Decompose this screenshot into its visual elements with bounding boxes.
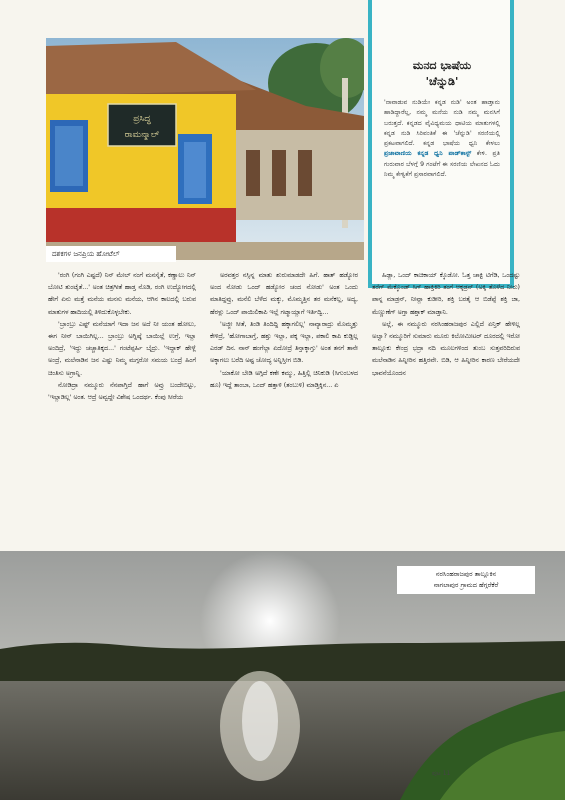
podcast-highlight: ಪ್ರಜಾವಾಣಿಯ ಕನ್ನಡ ಧ್ವನಿ ಪಾಡ್‌ಕಾಸ್ಟ್	[384, 150, 472, 158]
lake-caption-line1: ನರಸಿಂಹರಾಜಪುರ ತಾಲ್ಲೂಕಿನ	[435, 570, 497, 578]
page-number: ಪುಟ 11	[432, 770, 451, 777]
article-column-1	[48, 270, 196, 530]
hotel-photo-caption: ದಶಕಗಳ ಜನಪ್ರಿಯ ಹೋಟೆಲ್	[46, 246, 176, 262]
paragraph: ಹಿಡ್ಲಾ, ಒಂದ್ ಕಾಚಿಕಾಯ್ ಕ್ಕೊಡೋ. ಓತ್ತ ಚಾಕ್ಟಿ ಟಿಗೆಡಿ, ಒಂದಷ್ಟು ತರೆಗ್ ಮೆಕ್ಕೊಂಡ್ ಸಿಗ್ ಹಾಕ್ತಿಕಿರಿ ತಂಗೆ ಆಕ್ಕಡ್ರನ್ (ಅಕ್ಕಿ ತೊಳೆದ ನೀರು) ಪಾನ್ನ ಮಾಡ್ರನ್, ನೀವ್ಲಾ ಕುಡೀರಿ, ಶಕ್ತಿ ಬರತೈ ಆ ಬಿಡೆಪ್ಪೆ ಶಕ್ತಿ ಜಾ, ಮೆಣ್ಣುಣೆಗ್ ಅಗ್ತಾ ಹಶ್ತಾಕ್ ಮಾಡ್ತಾನಿ.	[372, 272, 520, 316]
sidebar-body	[384, 98, 500, 180]
sign-line1: ಪ್ರಸಿದ್ಧ	[133, 114, 151, 124]
paragraph: ನೋಡಿದ್ರಾ ನಮ್ಮೂರು ನೆನಪಾಗ್ತಿದೆ ಹಾಗೆ ಅವ್ರು ಬಂದೇಬಿಟ್ಟು, 'ಇಲ್ಲಾಡಿಲ್ಲ' ಅಂತ. ಆದ್ರೆ ಅವ್ವದ್ದೇ ವಿಶೇಷ ಒಂದರ್ಥ. ಕೆಂಪು ಸೀರೆಯ	[48, 381, 196, 402]
lake-caption-line2: ನಾಗಲಾಪುರ ಗ್ರಾಮದ ಹೆಗ್ಗರೆಕೆರೆ	[433, 581, 499, 589]
paragraph: 'ಯಾಕೋ ಬೇಡಿ ಅಗ್ಗಿದೆ ಕಣೇ ಕಮ್ಮು, ಹಿತ್ತಿಲ್ಲಿ ಚಿನಿಕುಡಿ (ಸಿಗುಂಬಳದ ಹೂ) ಇದ್ದೆ ತಾಂಬಾ, ಒಂದ್ ಹತ್ತಾಳಿ (ತಂಬುಳಿ) ಮಾಡ್ತಿಕ್ಕಿನ... ಏ	[210, 369, 358, 389]
sidebar-body-before: 'ನಾವಾಡುವ ನುಡಿಯೇ ಕನ್ನಡ ನುಡಿ' ಅಂತ ಹಾಡ್ತಾನು ಹಾಡಿದ್ದಾರೆಲ್ಲ, ನಮ್ಮ ಮನೆಯ ನುಡಿ ನಮ್ಮ ಮನಸಿಗೆ ಬರುತ್ತದೆ. ಕನ್ನಡದ ವೈವಿಧ್ಯಮಯ ಧಾಟಿಯ ಮಾತುಗಳಲ್ಲಿ ಕನ್ನಡ ನುಡಿ ಸಿರಿವಂತಿಕೆ ಈ 'ಚೆನ್ನುಡಿ' ಸರಣಿಯಲ್ಲಿ ಪ್ರಕಟವಾಗಲಿದೆ. ಕನ್ನಡ ಭಾಷೆಯ ಧ್ವನಿ ಕೇಳಲು	[384, 99, 500, 148]
article-column-3	[372, 270, 520, 530]
paragraph: 'ಅಜ್ಜೀ ಸೀತೆ, ತಿಂಡಿ ತಿಂದಿದ್ದಿ ಹಕ್ಕಾಗಲಿಲ್ಲ' ನಾವ್ಯಾರಾದ್ರು ಮೊಮ್ಮತ್ತು ಕೇಳಿದ್ರೆ, 'ಹೋಗಾಬಾಗ್ತೆ, ಹಶ್ತು ಇಲ್ಲಾ, ಪಕ್ಕ ಇಲ್ಲಾ, ಪಕಾಲಿ ಕಾಪಿ ಕುಡ್ದಿಲ್ಲ ಎರಡ್ ದಿನ. ನಾನ್ ಹಂಗೆಲ್ಲಾ ಏದೋದ್ರೆ ತಿನ್ತಾಕ್ಕಾಗ್ತು' ಅಂತ ತನಗೆ ತಾನೇ ಅಕ್ಕಾಗಲು ಬರೆದಿ ಅಷ್ಟ ಚೋದ್ಯ ಅನ್ನಿಸ್ತೀಗ ಬಿಡಿ.	[210, 320, 358, 365]
article-body	[48, 270, 520, 530]
sidebar-title-line1: ಮನದ ಭಾಷೆಯ	[412, 59, 472, 72]
paragraph: ಅಲ್ಲೆ, ಈ ನಮ್ಮೂರು ನರಸಿಂಹರಾಜಪುರ ಎಲ್ಲಿದೆ ಏನ್ತಿಕ್ ಹೇಳಿಲ್ಲ ಅಲ್ವಾ? ನಮ್ಮೂರಿಗೆ ಸುಮಾರು ಮೂರು ಕಿಲೋಮೀಟರ್ ದೂರದಲ್ಲಿ ಇರೋ ತಾಲ್ಲೂಕು ಕೇಂದ್ರ ಭದ್ರಾ ನದಿ ಮೂಲಗಳಿಂದ ತುಂಬ ಸುತ್ತವರಿದಿರುವ ಮಲೆನಾಡಿನ ಹಿನ್ನೀರಿನ ಹತ್ತಿರವೇ. ಬಿಡಿ, ಆ ಹಿನ್ನೀರಿನ ಕಾರಣ ಬೇರೆಯದೇ ಭಾವನೆಯೊಂದನ	[372, 320, 520, 377]
sidebar-box	[368, 0, 514, 288]
article-column-2	[210, 270, 358, 530]
lake-photo-caption	[397, 566, 535, 594]
sidebar-title-line2: 'ಚೆನ್ನುಡಿ'	[425, 75, 459, 88]
sign-line2: ರಾಮನ್ಮಾಲ್	[124, 130, 160, 140]
sidebar-body-after: ಕೇಳಿ. ಪ್ರತಿ ಗುರುವಾರ ಬೆಳಗ್ಗೆ 9 ಗಂಟೆಗೆ ಈ ಸರಣಿಯ ಲೇಖನದ ಓದು ನಿಮ್ಮ ಕೇಳ್ವಿಕೆಗೆ ಪ್ರಸಾರವಾಗಲಿದೆ.	[384, 150, 501, 179]
hotel-photo-illustration	[46, 38, 364, 260]
paragraph: 'ರಂಗಿ (ಗಂಗಿ ಎಷ್ಟದೆ) ನಿನ್ ಮೇಲ್ ನಂಗೆ ಮನಸೈತೆ, ಕಣ್ಣಾಲು ನಿನ್ ಬೋಟಿ ತುಂಟೈತೆ...' ಅಂತ ಚಿತ್ರಗೀತೆ ಹಾಡ್ತ ನೊಡಿ, ರಂಗಿ ಉದ್ಯೋಗದಲ್ಲಿ ಹೇಗೆ ಏನು ಮತ್ತೆ ಮನೆಯ ಮನಸು ಮನೆಯ, ಆಗಿನ ಕಾಲದಲ್ಲಿ ಬರುವ ಮಾತುಗಳ ಹಾದಿಯಲ್ಲಿ ತಿಳಿದುಕೊಳ್ಳಬೇಕು.	[48, 272, 196, 316]
paragraph: 'ಬ್ರಾಂಬ್ರು ಎಷ್ಟ್ ಮನೆಯಾಗೆ ಇದಾ ಜನ ಅದೆ ನೀ ಯಂತ ಹೋಲು, ಈಗ ನೀನ್ ಬಾಯಿಗಿಲ್ಲ... ಬ್ರಾಂಬ್ರು ಅಗ್ನಿಷ್ಕೆ ಬಾಯಿಲ್ಲೆ ಉಗ್ರೆ, ಇಲ್ಲಾ ಅಂದಿದ್ರೆ, 'ಇದ್ದು ಚಚ್ಚಾತಿಕ್ಕದ...' ಗಂಟೆಪ್ಪರ್ಹಿ ಬೈದ್ರು. 'ಇದ್ದಾಕ್ ಹೇಳ್ಲೆ ಅಂದ್ರೆ, ಮಲೆನಾಡಿನ ಜನ ಎಷ್ಟು ನಿಮ್ಮ ಮಗ್ಗರೋ ಸಮಯ ಬಂದ್ರೆ ಹಿಂಗೆ ಚಿಂತಿಸು ಅಗ್ರಾನ್ನಿ.	[48, 320, 196, 377]
hotel-photo	[46, 38, 364, 260]
paragraph: ಅರವತ್ತರ ನಸ್ಸಿನ್ನ ಮಾತು ಶುರುಮಾಡದೇ ಹಿಗೆ. ಹಾತ್ ಹಡ್ಯೋರ ಅಂದ ನೋಡು ಒಂದ್ ಹಡ್ಯೋರ ಚಂದ ನೋಡು' ಅಂತ ಒಂದು ಮಾತಿದ್ದವ್ರು, ಮನೆಲಿ ಬೆಳೆದ ಮಕ್ಕು, ಮೊಮ್ಮತ್ತಿನ ತರ ಮನೆಕಲ್ಲ, ಅದ್ಯ, ಹೆರಳ್ಲು ಒಂದ್ ಪಾಯಿಲಿಕಾಪಿ ಇಲ್ಲೆ ಗಟ್ಮಾಯ್ಲಾಗೆ ಇರ್ತಿದ್ವಿ...	[210, 272, 358, 316]
